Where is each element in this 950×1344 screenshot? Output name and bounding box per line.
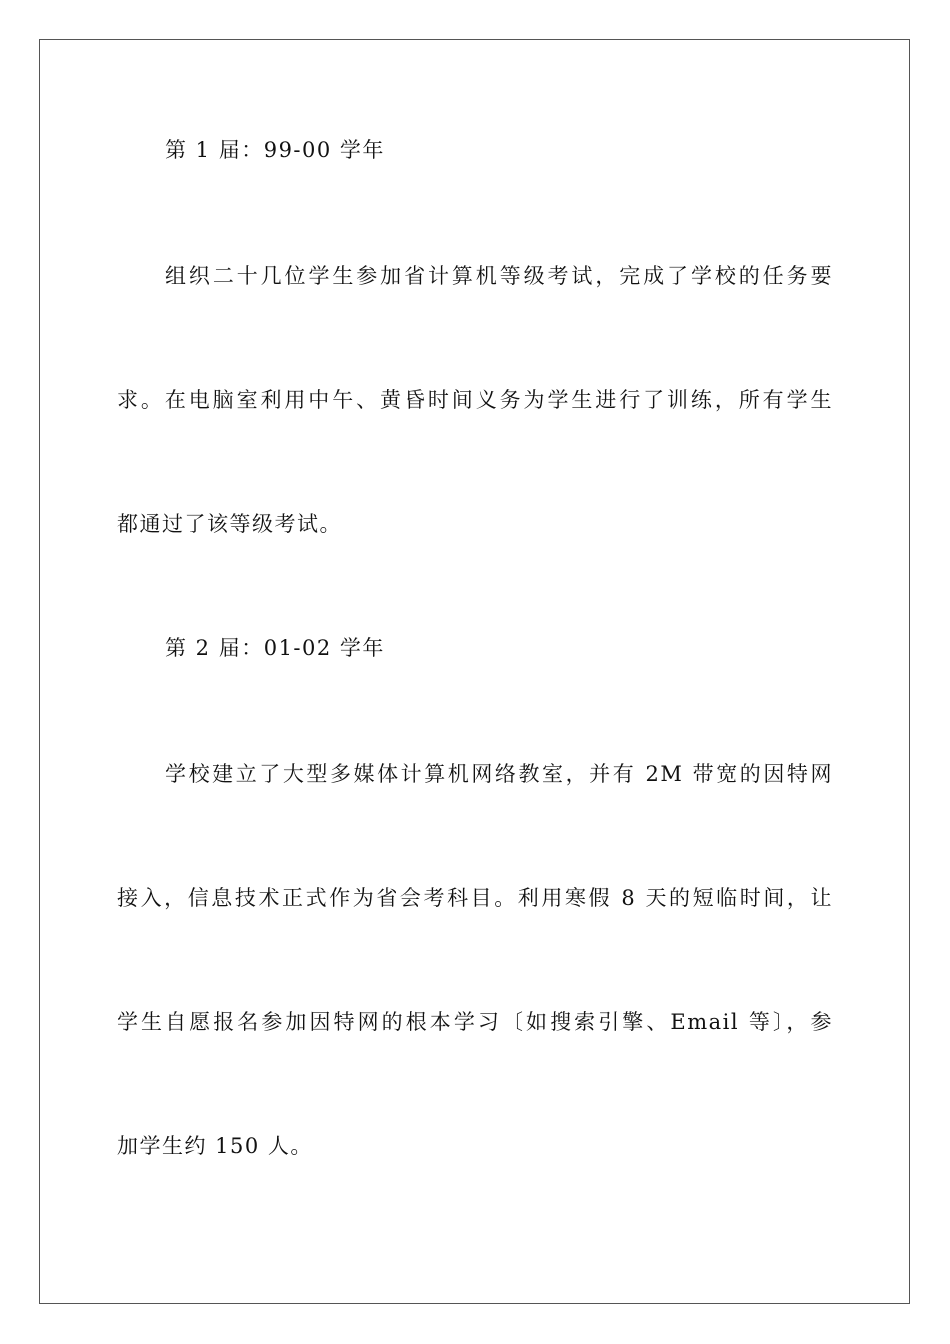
paragraph-1-line-3: 都通过了该等级考试。 (117, 512, 342, 536)
page-border (39, 39, 910, 1304)
paragraph-2-line-2: 接入，信息技术正式作为省会考科目。利用寒假 8 天的短临时间，让 (117, 886, 833, 910)
section-heading-1: 第 1 届：99-00 学年 (165, 138, 385, 162)
paragraph-2-line-1: 学校建立了大型多媒体计算机网络教室，并有 2M 带宽的因特网 (165, 762, 833, 786)
paragraph-1-line-1: 组织二十几位学生参加省计算机等级考试，完成了学校的任务要 (165, 264, 833, 288)
section-heading-2: 第 2 届：01-02 学年 (165, 636, 385, 660)
paragraph-2-line-3: 学生自愿报名参加因特网的根本学习〔如搜索引擎、Email 等〕，参 (117, 1010, 833, 1034)
paragraph-2-line-4: 加学生约 150 人。 (117, 1134, 313, 1158)
paragraph-1-line-2: 求。在电脑室利用中午、黄昏时间义务为学生进行了训练，所有学生 (117, 388, 833, 412)
